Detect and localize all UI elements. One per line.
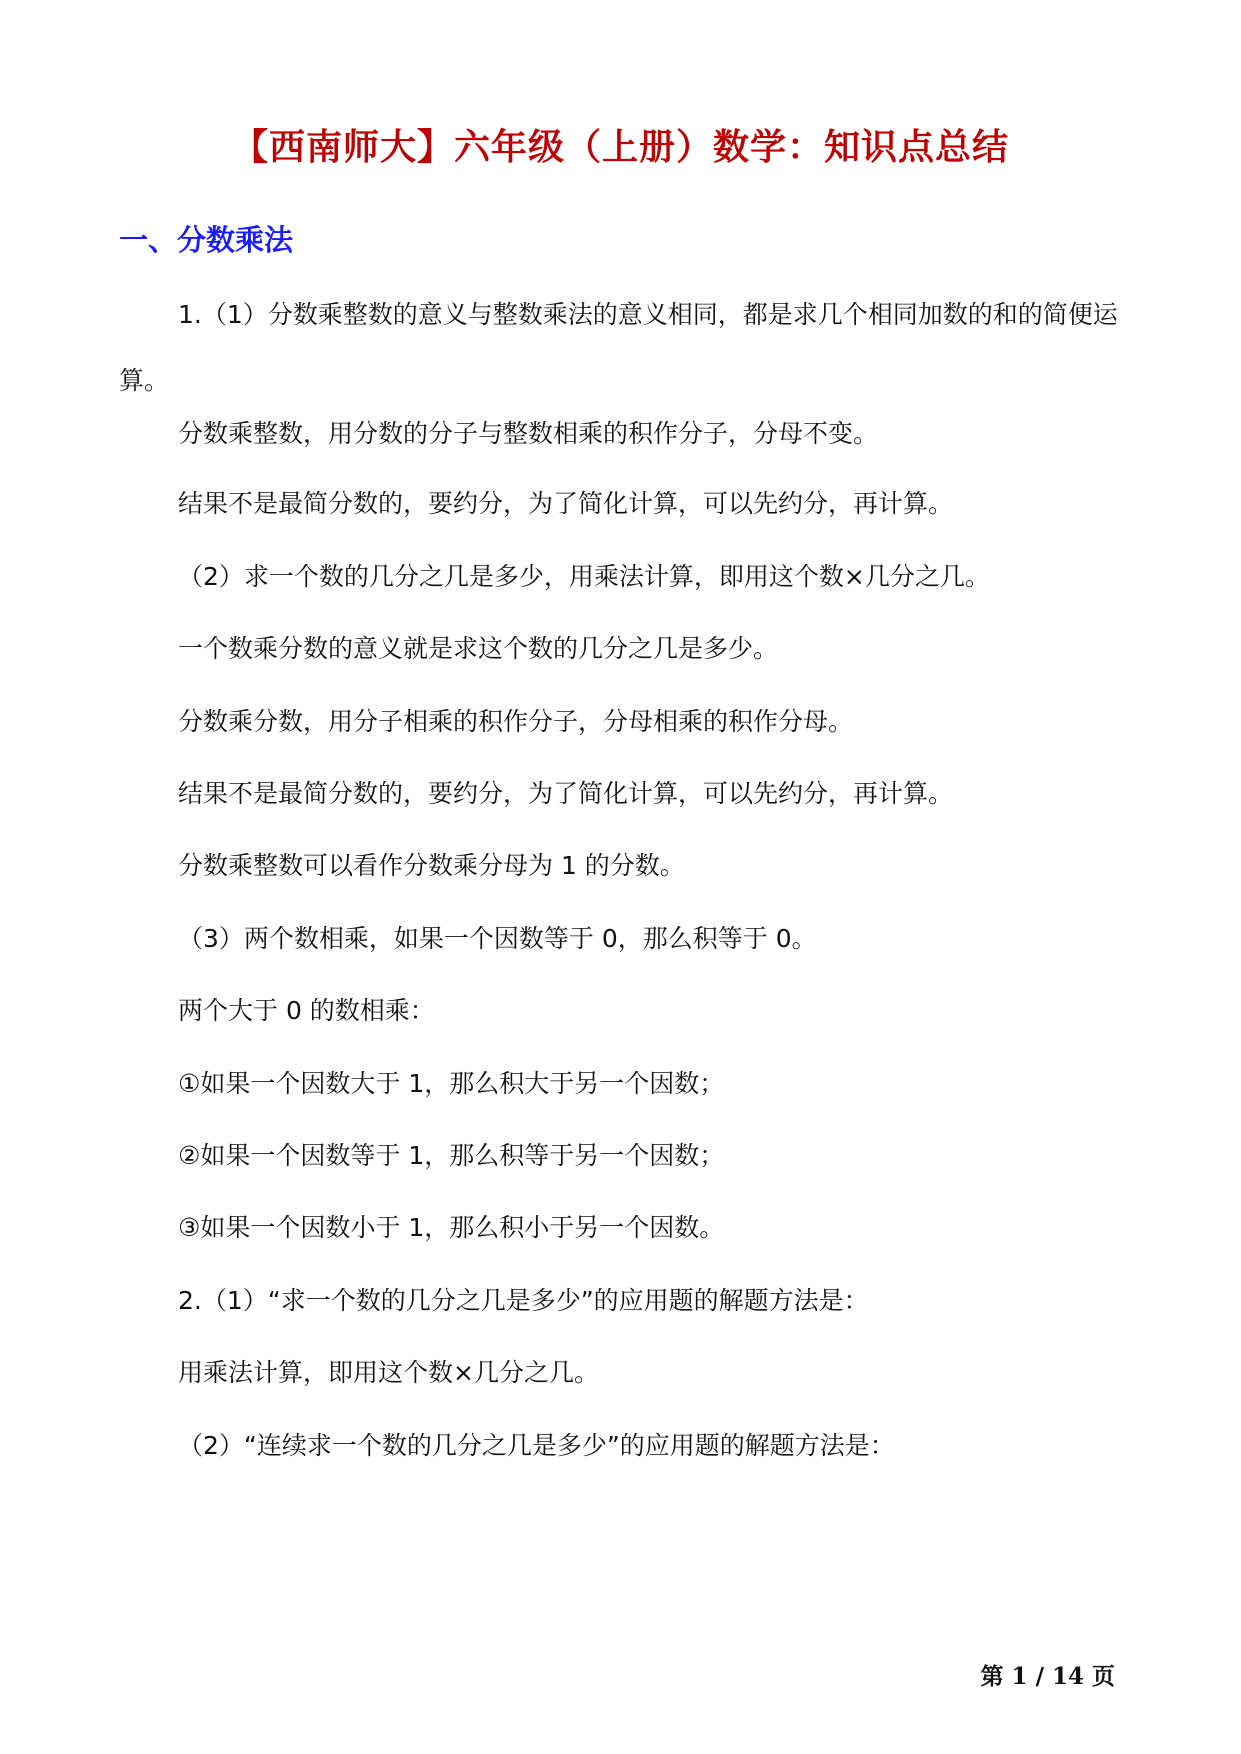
paragraph-12: ②如果一个因数等于 1，那么积等于另一个因数；	[178, 1141, 725, 1170]
paragraph-1: 1.（1）分数乘整数的意义与整数乘法的意义相同，都是求几个相同加数的和的简便运算。	[119, 300, 1118, 395]
page-number-footer: 第 1 / 14 页	[980, 1663, 1115, 1690]
document-title: 【西南师大】六年级（上册）数学：知识点总结	[231, 126, 1009, 168]
paragraph-4: （2）求一个数的几分之几是多少，用乘法计算，即用这个数×几分之几。	[178, 562, 990, 591]
paragraph-13: ③如果一个因数小于 1，那么积小于另一个因数。	[178, 1213, 725, 1242]
paragraph-9: （3）两个数相乘，如果一个因数等于 0，那么积等于 0。	[178, 924, 817, 953]
paragraph-14: 2.（1）“求一个数的几分之几是多少”的应用题的解题方法是：	[178, 1286, 869, 1315]
paragraph-5: 一个数乘分数的意义就是求这个数的几分之几是多少。	[178, 634, 779, 663]
paragraph-2: 分数乘整数，用分数的分子与整数相乘的积作分子，分母不变。	[178, 419, 879, 448]
paragraph-11: ①如果一个因数大于 1，那么积大于另一个因数；	[178, 1069, 725, 1098]
paragraph-16: （2）“连续求一个数的几分之几是多少”的应用题的解题方法是：	[178, 1431, 895, 1460]
paragraph-7: 结果不是最简分数的，要约分，为了简化计算，可以先约分，再计算。	[178, 779, 954, 808]
section-heading-fraction-multiplication: 一、分数乘法	[119, 223, 294, 257]
paragraph-15: 用乘法计算，即用这个数×几分之几。	[178, 1358, 599, 1387]
paragraph-8: 分数乘整数可以看作分数乘分母为 1 的分数。	[178, 851, 685, 880]
paragraph-6: 分数乘分数，用分子相乘的积作分子，分母相乘的积作分母。	[178, 707, 854, 736]
paragraph-10: 两个大于 0 的数相乘：	[178, 996, 435, 1025]
paragraph-3: 结果不是最简分数的，要约分，为了简化计算，可以先约分，再计算。	[178, 489, 954, 518]
